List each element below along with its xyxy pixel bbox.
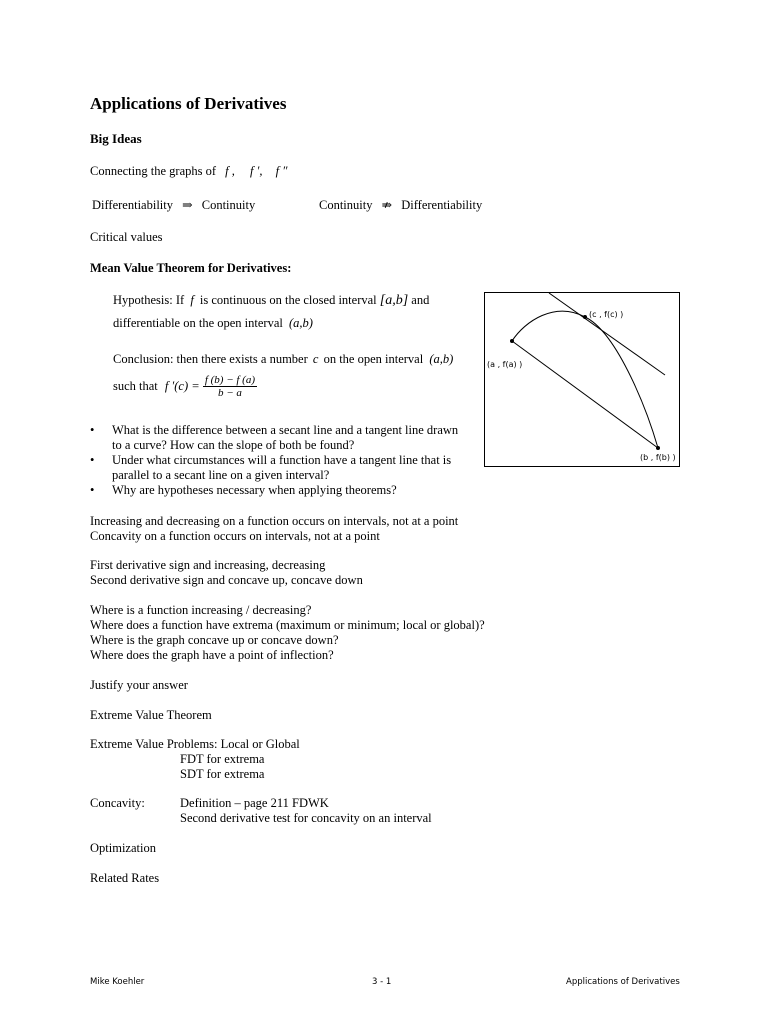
justify-answer: Justify your answer [90, 678, 188, 692]
question-text: What is the difference between a secant line and a tangent line drawn [112, 423, 459, 437]
critical-values: Critical values [90, 230, 163, 244]
hypothesis-and: and [411, 293, 430, 307]
hypothesis-line2-text: differentiable on the open interval [113, 316, 283, 330]
related-rates: Related Rates [90, 871, 160, 885]
text-line: Where does the graph have a point of inflection? [90, 648, 334, 662]
open-interval: (a,b) [288, 316, 313, 330]
hypothesis-f: f [190, 293, 194, 307]
implication-differentiability-continuity [92, 197, 255, 213]
text-line: Where is a function increasing / decreasing? [90, 603, 312, 617]
connecting-graphs-line [90, 164, 287, 179]
page-title: Applications of Derivatives [90, 94, 287, 113]
tangent-line [549, 293, 665, 375]
mvt-conclusion [113, 352, 453, 367]
point-b [656, 446, 660, 450]
text-line: First derivative sign and increasing, decreasing [90, 558, 326, 572]
mvt-heading: Mean Value Theorem for Derivatives: [90, 261, 292, 275]
text-line: Concavity on a function occurs on intervals, not at a point [90, 529, 380, 543]
closed-interval: [a,b] [379, 293, 409, 308]
secant-line [512, 341, 658, 448]
concavity-label: Concavity: [90, 796, 145, 810]
concavity-items [180, 796, 432, 826]
f-symbol: f , [225, 164, 235, 178]
implication-left-result: Continuity [201, 198, 256, 212]
label-c-fc: (c , f(c) ) [589, 310, 624, 319]
question-text: Why are hypotheses necessary when applying theorems? [112, 483, 397, 497]
text-line: Where is the graph concave up or concave down? [90, 633, 339, 647]
implies-arrow-icon: ⇒ [182, 198, 193, 212]
signs-block [90, 558, 363, 588]
fprime-symbol: f ′, [250, 164, 263, 178]
implication-left-term: Differentiability [92, 198, 173, 212]
footer-title: Applications of Derivatives [566, 977, 680, 987]
implication-continuity-not-differentiability [319, 197, 482, 213]
mvt-graph-svg [485, 293, 679, 466]
fraction-numerator: f (b) − f (a) [204, 374, 255, 386]
connecting-text: Connecting the graphs of [90, 164, 217, 178]
label-b-fb: (b , f(b) ) [640, 453, 676, 462]
text-line: Where does a function have extrema (maximum or minimum; local or global)? [90, 618, 485, 632]
such-that: such that [113, 379, 158, 393]
mvt-fraction [203, 374, 257, 399]
implication-right-result: Differentiability [401, 198, 483, 212]
fdoubleprime-symbol: f ″ [275, 164, 288, 178]
question-text: parallel to a secant line on a given interval? [112, 468, 330, 482]
footer-author: Mike Koehler [90, 977, 145, 987]
list-item [90, 453, 458, 483]
not-implies-arrow-icon: ⇏ [381, 198, 393, 212]
implication-right-term: Continuity [319, 198, 373, 212]
question-text: Under what circumstances will a function have a tangent line that is [112, 453, 452, 467]
label-a-fa: (a , f(a) ) [487, 360, 523, 369]
curve [512, 311, 658, 448]
optimization: Optimization [90, 841, 156, 855]
text-line: FDT for extrema [180, 752, 265, 766]
mvt-hypothesis-line2 [113, 316, 313, 331]
mvt-graph [484, 292, 680, 467]
where-questions-block [90, 603, 485, 663]
text-line: SDT for extrema [180, 767, 265, 781]
text-line: Second derivative sign and concave up, concave down [90, 573, 363, 587]
point-c [583, 315, 587, 319]
questions-list [90, 423, 458, 498]
list-item [90, 423, 458, 453]
conclusion-open-interval: (a,b) [429, 352, 454, 366]
conclusion-c: c [312, 352, 319, 366]
fprime-c: f ′(c) = [164, 379, 200, 393]
list-item [90, 483, 458, 498]
text-line: Increasing and decreasing on a function occurs on intervals, not at a point [90, 514, 459, 528]
point-a [510, 339, 514, 343]
hypothesis-prefix: Hypothesis: If [113, 293, 185, 307]
intervals-block [90, 514, 458, 544]
hypothesis-mid: is continuous on the closed interval [199, 293, 377, 307]
footer-page-number: 3 - 1 [372, 977, 392, 987]
mvt-hypothesis-line1 [113, 293, 429, 309]
text-line: Definition – page 211 FDWK [180, 796, 329, 810]
question-text: to a curve? How can the slope of both be found? [112, 438, 355, 452]
conclusion-prefix: Conclusion: then there exists a number [113, 352, 308, 366]
conclusion-mid: on the open interval [323, 352, 424, 366]
evp-label: Extreme Value Problems: Local or Global [90, 737, 300, 751]
mvt-formula [113, 374, 257, 399]
extreme-value-theorem: Extreme Value Theorem [90, 708, 212, 722]
section-heading-big-ideas: Big Ideas [90, 131, 142, 146]
evp-items [180, 752, 264, 782]
text-line: Second derivative test for concavity on an interval [180, 811, 432, 825]
fraction-denominator: b − a [217, 387, 242, 399]
